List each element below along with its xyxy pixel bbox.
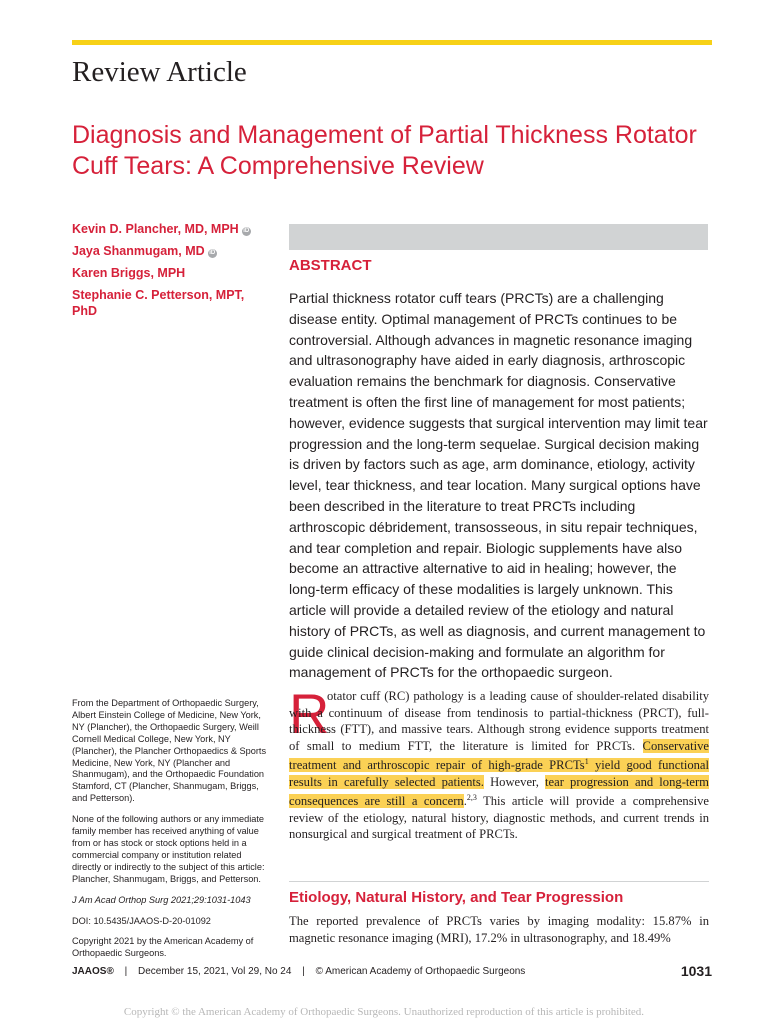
author-1: Kevin D. Plancher, MD, MPH iD bbox=[72, 222, 250, 236]
drop-cap: R bbox=[289, 682, 330, 745]
abstract-text: Partial thickness rotator cuff tears (PRCTs) are a challenging disease entity. Optimal management of PRCTs continues to be controversial. Although advances in magnetic resonance imaging and ultrasonography have aided in early diagnosis, arthroscopic evaluation remains the benchmark for diagnosis. Conservative treatment is often the first line of management for most patients; however, evidence suggests that surgical intervention may limit tear progression and the long-term sequelae. Surgical decision making is driven by factors such as age, arm dominance, etiology, activity level, tear thickness, and tear location. Many surgical options have been described in the literature to treat PRCTs including arthroscopic débridement, transosseous, in situ repair techniques, and tear completion and repair. Biologic supplements have also become an attractive alternative to aid in healing; however, the long-term efficacy of these modalities is largely unknown. This article will provide a detailed review of the etiology and natural history of PRCTs, as well as diagnosis, and current management to guide clinical decision-making and formulate an algorithm for management of PRCTs for the orthopaedic surgeon. bbox=[289, 290, 708, 681]
disclosure-text: None of the following authors or any immediate family member has received anything of value from or has stock or stock options held in a commercial company or institution related directly or indirectly to the subject of this article: Plancher, Shanmugam, Briggs, and Petterson. bbox=[72, 814, 265, 884]
citation-text: J Am Acad Orthop Surg 2021;29:1031-1043 bbox=[72, 894, 251, 905]
journal-name: JAAOS® bbox=[72, 966, 114, 977]
page-footer bbox=[72, 963, 712, 979]
highlight-1: Conservative treatment and arthroscopic repair of high-grade PRCTs$^1$ yield good functional results in carefully selected patients. bbox=[289, 738, 710, 789]
doi-text[interactable]: DOI: 10.5435/JAAOS-D-20-01092 bbox=[72, 915, 211, 926]
abstract-heading: ABSTRACT bbox=[289, 257, 372, 274]
author-3: Karen Briggs, MPH bbox=[72, 266, 186, 280]
copyright-text: Copyright 2021 by the American Academy of Orthopaedic Surgeons. bbox=[72, 936, 254, 959]
etiology-heading: Etiology, Natural History, and Tear Progression bbox=[289, 889, 624, 906]
author-4: Stephanie C. Petterson, MPT, PhD bbox=[72, 288, 245, 318]
intro-paragraph: otator cuff (RC) pathology is a leading cause of shoulder-related disability with a continuum of disease from tendinosis to partial-thickness (PRCT), full-thickness (FTT), and massive tears. Although strong evidence supports treatment of small to medium FTT, the literature is limited for PRCTs. Conservative treatment and arthroscopic repair of high-grade PRCTs$^1$ yield good functional results in carefully selected patients. However, tear progression and long-term consequences are still a concern.$^{2,3}$ This article will provide a comprehensive review of the etiology, natural history, diagnostic methods, and current trends in nonsurgical and surgical treatment of PRCTs. bbox=[289, 689, 710, 842]
page-number: 1031 bbox=[680, 963, 712, 979]
abstract-header-bar bbox=[289, 224, 708, 250]
section-divider bbox=[289, 881, 709, 882]
affiliation-text: From the Department of Orthopaedic Surgery, Albert Einstein College of Medicine, New York, NY (Plancher), the Orthopaedic Surgery, Weill Cornell Medical College, New York, NY (Plancher), the Plancher Orthopaedics & Sports Medicine, New York, NY (Plancher and Shanmugam), and the Orthopaedic Foundation Stamford, CT (Plancher, Shanmugam, Briggs, and Petterson). bbox=[72, 698, 267, 804]
footer-separator: | bbox=[302, 966, 305, 977]
etiology-text: The reported prevalence of PRCTs varies by imaging modality: 15.87% in magnetic resonance imaging (MRI), 17.2% in ultrasonography, and 18.49% bbox=[289, 914, 709, 945]
footer-org: © American Academy of Orthopaedic Surgeons bbox=[315, 966, 526, 977]
author-list bbox=[72, 221, 272, 325]
orcid-icon[interactable]: iD bbox=[209, 250, 216, 256]
footer-separator: | bbox=[124, 966, 128, 977]
issue-date: December 15, 2021, Vol 29, No 24 bbox=[138, 966, 292, 977]
copyright-watermark: Copyright © the American Academy of Orthopaedic Surgeons. Unauthorized reproduction of this article is prohibited. bbox=[123, 1006, 645, 1018]
section-label: Review Article bbox=[72, 56, 247, 88]
orcid-icon[interactable]: iD bbox=[243, 228, 250, 234]
highlight-2: tear progression and long-term consequences are still a concern bbox=[289, 774, 709, 809]
author-2: Jaya Shanmugam, MD iD bbox=[72, 244, 216, 258]
affiliations bbox=[72, 698, 272, 969]
top-accent-bar bbox=[72, 40, 712, 45]
article-title: Diagnosis and Management of Partial Thickness Rotator Cuff Tears: A Comprehensive Review bbox=[72, 121, 697, 180]
